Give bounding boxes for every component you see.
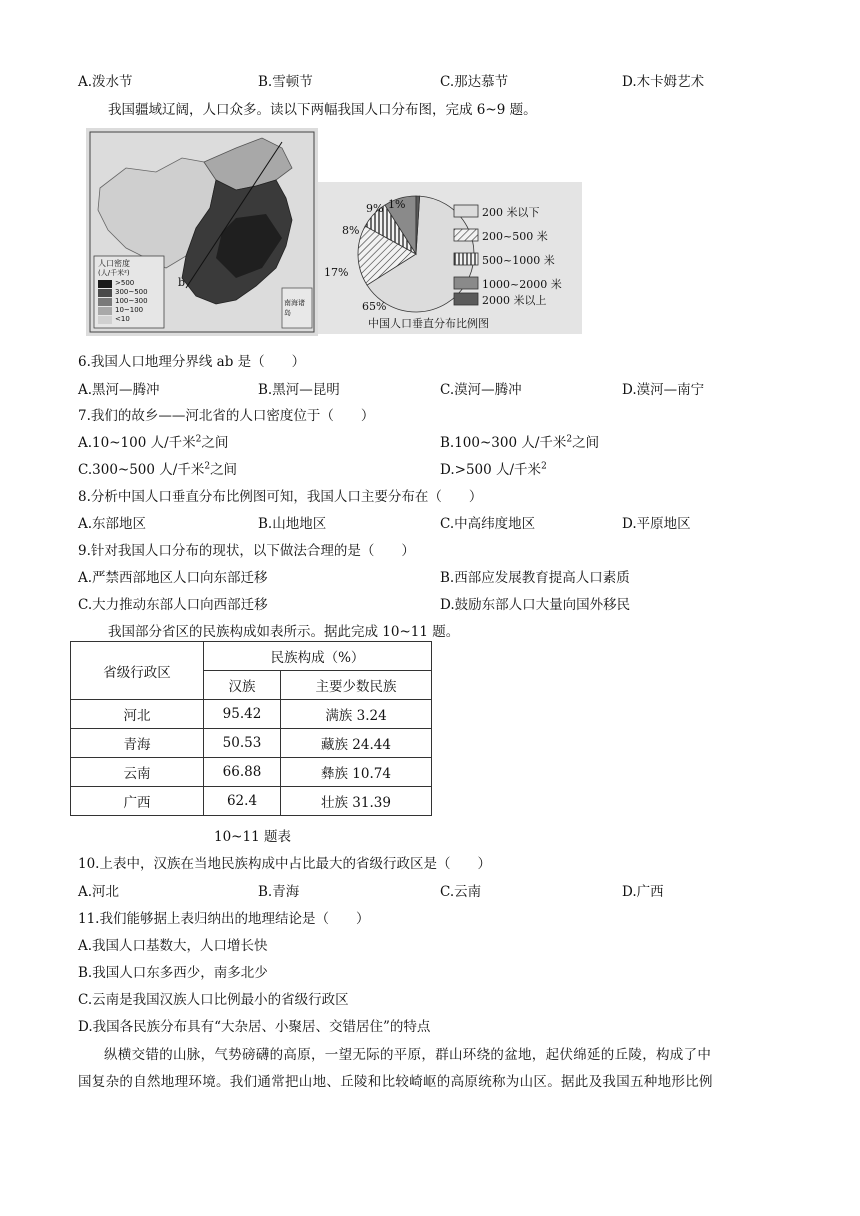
line-label-b: b — [178, 276, 186, 289]
pie-legend-swatch-5 — [454, 293, 478, 305]
q9-option-a: A.严禁西部地区人口向东部迁移 — [78, 570, 268, 586]
paragraph-line-1: 纵横交错的山脉，气势磅礴的高原，一望无际的平原，群山环绕的盆地，起伏绵延的丘陵，构成了中 — [104, 1047, 712, 1063]
q6-stem: 6.我国人口地理分界线 ab 是（ ） — [78, 354, 306, 370]
q8-option-d: D.平原地区 — [622, 516, 691, 532]
legend-title: 人口密度 — [98, 259, 130, 268]
pie-label-65: 65% — [362, 300, 387, 313]
q9-stem: 9.针对我国人口分布的现状，以下做法合理的是（ ） — [78, 543, 415, 559]
q10-option-a: A.河北 — [78, 884, 120, 900]
q7-option-c: C.300~500 人/千米$^2$之间 — [78, 461, 238, 478]
q7-option-a: A.10~100 人/千米$^2$之间 — [78, 434, 229, 451]
q10-option-d: D.广西 — [622, 884, 664, 900]
table-caption: 10~11 题表 — [214, 829, 291, 845]
pie-legend-1: 200 米以下 — [482, 206, 540, 219]
q6-option-b: B.黑河—昆明 — [258, 382, 340, 398]
q10-option-b: B.青海 — [258, 884, 300, 900]
cell-region: 广西 — [71, 787, 204, 816]
q11-option-d: D.我国各民族分布具有“大杂居、小聚居、交错居住”的特点 — [78, 1019, 431, 1035]
header-minority: 主要少数民族 — [281, 671, 432, 700]
legend-item-5: <10 — [115, 315, 130, 323]
q9-option-c: C.大力推动东部人口向西部迁移 — [78, 597, 268, 613]
cell-region: 青海 — [71, 729, 204, 758]
legend-item-4: 10~100 — [115, 306, 144, 314]
q6-option-c: C.漠河—腾冲 — [440, 382, 522, 398]
q9-option-d: D.鼓励东部人口大量向国外移民 — [440, 597, 631, 613]
table-row — [71, 729, 432, 758]
q11-option-c: C.云南是我国汉族人口比例最小的省级行政区 — [78, 992, 349, 1008]
pie-legend-2: 200~500 米 — [482, 230, 548, 243]
cell-han: 50.53 — [204, 729, 281, 758]
legend-item-2: 300~500 — [115, 288, 148, 296]
q6-option-a: A.黑河—腾冲 — [78, 382, 160, 398]
q11-option-a: A.我国人口基数大，人口增长快 — [78, 938, 268, 954]
legend-item-1: >500 — [115, 279, 135, 287]
cell-minority: 壮族 31.39 — [281, 787, 432, 816]
cell-region: 河北 — [71, 700, 204, 729]
q8-option-a: A.东部地区 — [78, 516, 147, 532]
q5-option-a: A.泼水节 — [78, 74, 133, 90]
pie-legend-4: 1000~2000 米 — [482, 278, 562, 291]
q10-stem: 10.上表中，汉族在当地民族构成中占比最大的省级行政区是（ ） — [78, 856, 491, 872]
q6-option-d: D.漠河—南宁 — [622, 382, 705, 398]
header-han: 汉族 — [204, 671, 281, 700]
q11-stem: 11.我们能够据上表归纳出的地理结论是（ ） — [78, 911, 370, 927]
pie-label-9: 9% — [366, 202, 384, 215]
q8-stem: 8.分析中国人口垂直分布比例图可知，我国人口主要分布在（ ） — [78, 489, 483, 505]
pie-legend-swatch-2 — [454, 229, 478, 241]
header-region: 省级行政区 — [71, 642, 204, 700]
q8-option-b: B.山地地区 — [258, 516, 327, 532]
intro-6-9: 我国疆域辽阔，人口众多。读以下两幅我国人口分布图，完成 6~9 题。 — [108, 102, 537, 118]
cell-minority: 藏族 24.44 — [281, 729, 432, 758]
cell-minority: 满族 3.24 — [281, 700, 432, 729]
pie-title: 中国人口垂直分布比例图 — [368, 317, 489, 330]
cell-han: 66.88 — [204, 758, 281, 787]
q5-option-c: C.那达慕节 — [440, 74, 509, 90]
paragraph-line-2: 国复杂的自然地理环境。我们通常把山地、丘陵和比较崎岖的高原统称为山区。据此及我国五种地形比例 — [78, 1074, 713, 1090]
pie-legend-swatch-3 — [454, 253, 478, 265]
pie-label-8: 8% — [342, 224, 360, 237]
population-density-map — [86, 128, 318, 336]
q8-option-c: C.中高纬度地区 — [440, 516, 536, 532]
cell-region: 云南 — [71, 758, 204, 787]
pie-legend-swatch-4 — [454, 277, 478, 289]
inset-label: 南海诸岛 — [284, 299, 305, 317]
q5-option-d: D.木卡姆艺术 — [622, 74, 705, 90]
q7-option-b: B.100~300 人/千米$^2$之间 — [440, 434, 600, 451]
pie-label-17: 17% — [324, 266, 349, 279]
cell-han: 95.42 — [204, 700, 281, 729]
intro-10-11: 我国部分省区的民族构成如表所示。据此完成 10~11 题。 — [108, 624, 460, 640]
header-composition: 民族构成（%） — [204, 642, 432, 671]
q10-option-c: C.云南 — [440, 884, 482, 900]
cell-han: 62.4 — [204, 787, 281, 816]
q7-stem: 7.我们的故乡——河北省的人口密度位于（ ） — [78, 408, 375, 424]
table-row — [71, 758, 432, 787]
table-row — [71, 700, 432, 729]
legend-unit: (人/千米²) — [98, 269, 130, 277]
pie-label-1: 1% — [388, 198, 406, 211]
pie-legend-5: 2000 米以上 — [482, 294, 547, 307]
ethnic-composition-table — [70, 641, 432, 816]
q7-option-d: D.>500 人/千米$^2$ — [440, 461, 547, 478]
legend-item-3: 100~300 — [115, 297, 148, 305]
q9-option-b: B.西部应发展教育提高人口素质 — [440, 570, 630, 586]
q11-option-b: B.我国人口东多西少，南多北少 — [78, 965, 268, 981]
vertical-distribution-pie — [318, 182, 582, 334]
pie-legend-swatch-1 — [454, 205, 478, 217]
q5-option-b: B.雪顿节 — [258, 74, 313, 90]
cell-minority: 彝族 10.74 — [281, 758, 432, 787]
table-row — [71, 787, 432, 816]
pie-legend-3: 500~1000 米 — [482, 254, 555, 267]
